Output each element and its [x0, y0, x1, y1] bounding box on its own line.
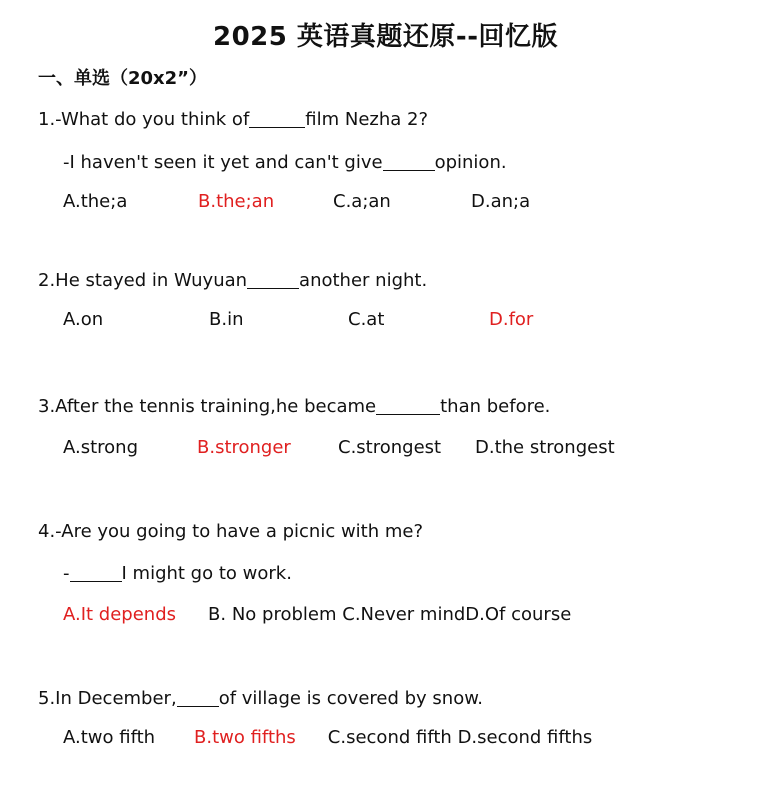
- section-heading: 一、单选（20x2”）: [38, 68, 208, 89]
- option-a: A.strong: [63, 437, 139, 458]
- option-b-correct: B.stronger: [197, 437, 291, 458]
- question-text: than before.: [440, 396, 551, 417]
- question-5-stem: [38, 688, 483, 709]
- answer-blank: [70, 563, 122, 582]
- answer-blank: [383, 152, 435, 171]
- option-d: D.second fifths: [457, 727, 593, 748]
- option-b: B. No problem: [208, 604, 337, 625]
- question-3-stem: [38, 396, 550, 417]
- option-b: B.in: [209, 309, 244, 330]
- question-text: 3.After the tennis training,he became: [38, 396, 377, 417]
- question-4-options: [63, 604, 571, 625]
- answer-blank: [177, 688, 219, 707]
- answer-blank: [247, 270, 299, 289]
- question-text: another night.: [299, 270, 428, 291]
- answer-blank: [249, 109, 305, 128]
- option-b-correct: B.two fifths: [194, 727, 296, 748]
- option-a: A.two fifth: [63, 727, 156, 748]
- option-c: C.strongest: [338, 437, 442, 458]
- option-d: D.Of course: [465, 604, 572, 625]
- page-title: 2025 英语真题还原--回忆版: [213, 22, 558, 52]
- question-text: opinion.: [434, 152, 507, 173]
- question-1-stem: [38, 109, 428, 130]
- option-b-correct: B.the;an: [198, 191, 275, 212]
- option-c: C.Never mind: [342, 604, 466, 625]
- question-4-stem: 4.-Are you going to have a picnic with me?: [38, 521, 424, 542]
- option-a: A.on: [63, 309, 104, 330]
- question-5-options-rest: [194, 727, 592, 748]
- question-text: film Nezha 2?: [305, 109, 429, 130]
- option-a: A.the;a: [63, 191, 128, 212]
- option-d: D.an;a: [471, 191, 531, 212]
- question-text: -: [63, 563, 70, 584]
- question-text: 1.-What do you think of: [38, 109, 250, 130]
- option-a-correct: A.It depends: [63, 604, 177, 625]
- question-2-stem: [38, 270, 427, 291]
- question-text: of village is covered by snow.: [218, 688, 484, 709]
- question-text: 2.He stayed in Wuyuan: [38, 270, 248, 291]
- option-c: C.second fifth: [327, 727, 452, 748]
- option-d-correct: D.for: [489, 309, 534, 330]
- question-text: -I haven't seen it yet and can't give: [63, 152, 383, 173]
- answer-blank: [376, 396, 440, 415]
- question-text: 5.In December,: [38, 688, 177, 709]
- question-1-response: [63, 152, 507, 173]
- question-text: I might go to work.: [121, 563, 292, 584]
- question-4-response: [63, 563, 292, 584]
- option-d: D.the strongest: [475, 437, 615, 458]
- option-c: C.a;an: [333, 191, 391, 212]
- option-c: C.at: [348, 309, 385, 330]
